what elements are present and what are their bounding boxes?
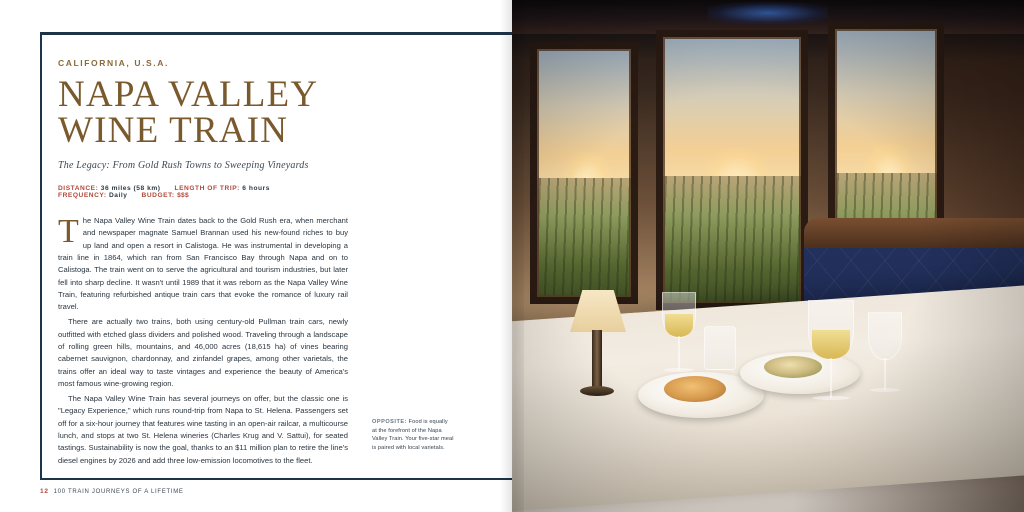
- wine-liquid: [665, 314, 693, 337]
- paragraph-3: The Napa Valley Wine Train has several journeys on offer, but the classic one is "Legacy Experience," which runs round-trip from Napa to St. Helena. Passengers set off for a six-hour journey that features wine tasting in an open-air railcar, a multicourse lunch, and stops at two St. Helena wineries (Charles Krug and V. Sattui), for seated tastings. Sustainability is now the goal, thanks to an $11 million plan to retire the line's diesel engines by 2026 and add three low-emission locomotives to the fleet.: [58, 394, 348, 465]
- fact-length-value: 6 hours: [242, 185, 270, 193]
- caption-lead: OPPOSITE:: [372, 419, 407, 425]
- fact-distance: [58, 185, 161, 192]
- glass-foot: [812, 396, 850, 400]
- title-line-2: WINE TRAIN: [58, 109, 289, 151]
- plated-dish-front: [664, 376, 726, 402]
- top-rule: [40, 32, 512, 35]
- table-lamp-base: [592, 330, 602, 388]
- photo-caption: [372, 418, 454, 453]
- window-frame: [656, 30, 808, 310]
- paragraph-1-text: he Napa Valley Wine Train dates back to the Gold Rush era, when merchant and newspaper magnate Samuel Brannan used his new-found riches to buy up land and open a resort in Calistoga. He was instrumental in developing a train line in 1864, which ran from San Francisco Bay through Napa and on to Calistoga. The train went on to serve the agricultural and tourism industries, but later fell into sharp decline. It wasn't until 1989 that it was reborn as the Napa Valley Wine Train, featuring refurbished antique train cars that evoke the romance of luxury rail travel.: [58, 216, 348, 312]
- glass-stem: [678, 336, 680, 370]
- fact-budget-value: $$$: [177, 192, 189, 200]
- caption-text: Food is equally at the forefront of the Napa Valley Train. Your five-star meal is paired with local varietals.: [372, 419, 454, 451]
- fact-distance-value: 36 miles (58 km): [100, 185, 161, 193]
- glass-bowl: [704, 326, 736, 370]
- article-content: [58, 58, 348, 470]
- region-kicker: CALIFORNIA, U.S.A.: [58, 58, 169, 68]
- glass-foot: [870, 388, 900, 392]
- glass-stem: [884, 358, 886, 390]
- table-lamp-foot: [580, 386, 614, 396]
- fact-frequency-value: Daily: [109, 192, 128, 200]
- glass-bowl: [868, 312, 902, 360]
- right-page-photo: [512, 0, 1024, 512]
- page-subtitle: The Legacy: From Gold Rush Towns to Sweeping Vineyards: [58, 160, 309, 172]
- left-rule: [40, 32, 42, 480]
- paragraph-1: [58, 215, 348, 313]
- train-window-center: [656, 30, 808, 310]
- glass-stem: [830, 358, 832, 398]
- fact-budget-label: BUDGET:: [141, 192, 175, 200]
- ceiling-light-glow: [708, 2, 828, 24]
- fact-frequency: [58, 192, 128, 199]
- train-dining-photograph: [512, 0, 1024, 512]
- wine-liquid: [812, 330, 850, 359]
- train-window-left: [530, 42, 638, 304]
- page-title: [58, 74, 348, 151]
- paragraph-2: There are actually two trains, both using century-old Pullman train cars, newly outfitted with etched glass dividers and polished wood. Traveling through a landscape of rolling green hills, mountains, and 46,000 acres (18,615 ha) of vines bearing cabernet sauvignon, chardonnay, and zinfandel grapes, among other varietals, the trains offer an ideal way to taste vintages and experience the beauty of America's most famous wine-growing region.: [58, 317, 348, 388]
- bottom-rule: [40, 478, 512, 480]
- drop-cap: T: [58, 213, 79, 251]
- fact-distance-label: DISTANCE:: [58, 185, 99, 193]
- plated-dish-back: [764, 356, 822, 378]
- fact-length: [175, 185, 270, 192]
- fact-budget: [142, 192, 189, 199]
- window-frame: [530, 42, 638, 304]
- glass-foot: [664, 368, 694, 372]
- article-body: [58, 215, 348, 467]
- fact-list: [58, 185, 348, 199]
- fact-length-label: LENGTH OF TRIP:: [174, 185, 240, 193]
- folio-number: 12: [40, 488, 49, 495]
- fact-frequency-label: FREQUENCY:: [58, 192, 107, 200]
- title-line-1: NAPA VALLEY: [58, 74, 319, 115]
- folio: [40, 488, 184, 495]
- folio-title: 100 TRAIN JOURNEYS OF A LIFETIME: [53, 489, 184, 495]
- banquette-wood-trim: [804, 218, 1024, 248]
